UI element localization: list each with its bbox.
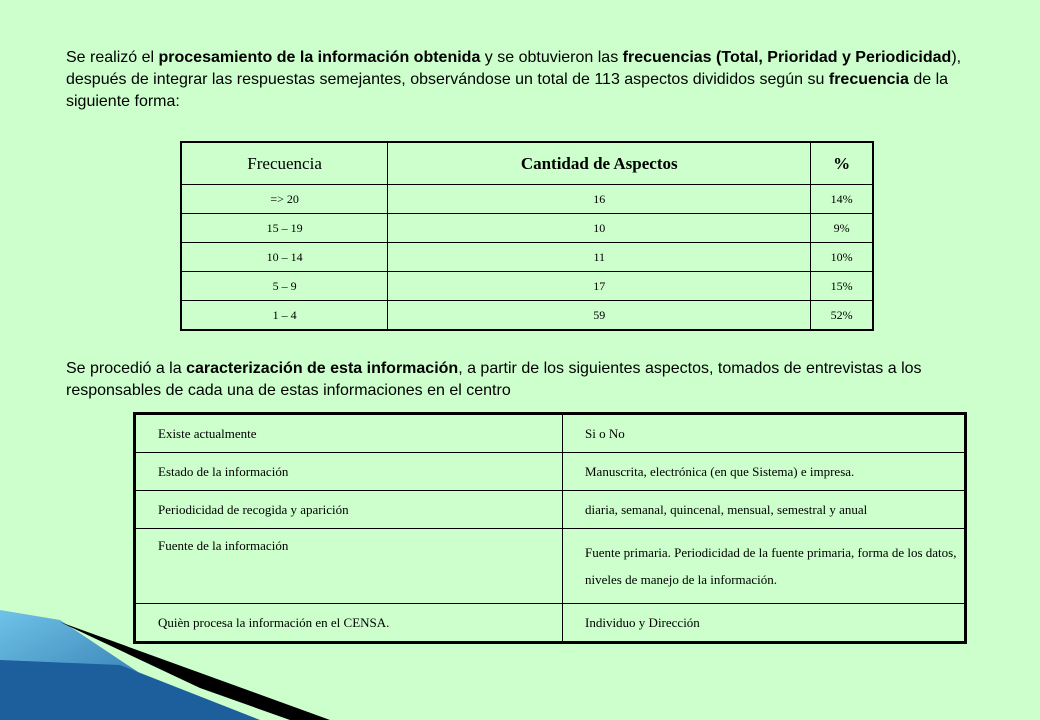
table-row	[135, 414, 966, 453]
aspect-cell: Estado de la información	[135, 453, 563, 491]
header-cantidad: Cantidad de Aspectos	[388, 142, 811, 185]
table-row	[135, 491, 966, 529]
table-row	[181, 214, 873, 243]
char-bold-1: caracterización de esta información	[186, 360, 459, 377]
intro-bold-2: frecuencias (Total, Prioridad y Periodicidad	[622, 49, 952, 66]
frequency-table	[180, 141, 874, 331]
aspect-cell: Periodicidad de recogida y aparición	[135, 491, 563, 529]
intro-text-3: ), después de integrar las respuestas semejantes, observándose un total de 113 aspectos divididos según su	[66, 49, 962, 88]
count-cell: 16	[388, 185, 811, 214]
count-cell: 17	[388, 272, 811, 301]
table-row	[181, 243, 873, 272]
intro-bold-1: procesamiento de la información obtenida	[158, 49, 481, 66]
value-cell: Manuscrita, electrónica (en que Sistema) e impresa.	[563, 453, 966, 491]
value-cell: Individuo y Dirección	[563, 604, 966, 643]
intro-text-4: de la siguiente forma:	[66, 71, 949, 110]
intro-bold-3: frecuencia	[828, 71, 909, 88]
intro-text-2: y se obtuvieron las	[480, 49, 623, 66]
table-row	[181, 185, 873, 214]
frequency-cell: 10 – 14	[181, 243, 388, 272]
char-text-2: , a partir de los siguientes aspectos, tomados de entrevistas a los responsables de cada una de estas informaciones en el centro	[66, 360, 922, 399]
value-cell: diaria, semanal, quincenal, mensual, semestral y anual	[563, 491, 966, 529]
aspect-cell: Quièn procesa la información en el CENSA.	[135, 604, 563, 643]
characterization-paragraph	[66, 358, 946, 402]
frequency-cell: 15 – 19	[181, 214, 388, 243]
value-cell: Si o No	[563, 414, 966, 453]
value-cell: Fuente primaria. Periodicidad de la fuente primaria, forma de los datos, niveles de manejo de la información.	[563, 529, 966, 604]
aspect-cell: Fuente de la información	[135, 529, 563, 604]
percent-cell: 10%	[811, 243, 873, 272]
intro-text-1: Se realizó el	[66, 49, 159, 66]
aspect-cell: Existe actualmente	[135, 414, 563, 453]
frequency-table-header	[181, 142, 873, 185]
table-row	[135, 453, 966, 491]
table-row	[181, 301, 873, 331]
percent-cell: 14%	[811, 185, 873, 214]
char-text-1: Se procedió a la	[66, 360, 187, 377]
frequency-cell: 5 – 9	[181, 272, 388, 301]
header-frecuencia: Frecuencia	[181, 142, 388, 185]
percent-cell: 15%	[811, 272, 873, 301]
decorative-corner-graphic	[0, 560, 420, 720]
header-percent: %	[811, 142, 873, 185]
count-cell: 10	[388, 214, 811, 243]
percent-cell: 9%	[811, 214, 873, 243]
count-cell: 59	[388, 301, 811, 331]
frequency-cell: 1 – 4	[181, 301, 388, 331]
table-row	[181, 272, 873, 301]
percent-cell: 52%	[811, 301, 873, 331]
frequency-cell: => 20	[181, 185, 388, 214]
count-cell: 11	[388, 243, 811, 272]
intro-paragraph	[66, 47, 976, 113]
